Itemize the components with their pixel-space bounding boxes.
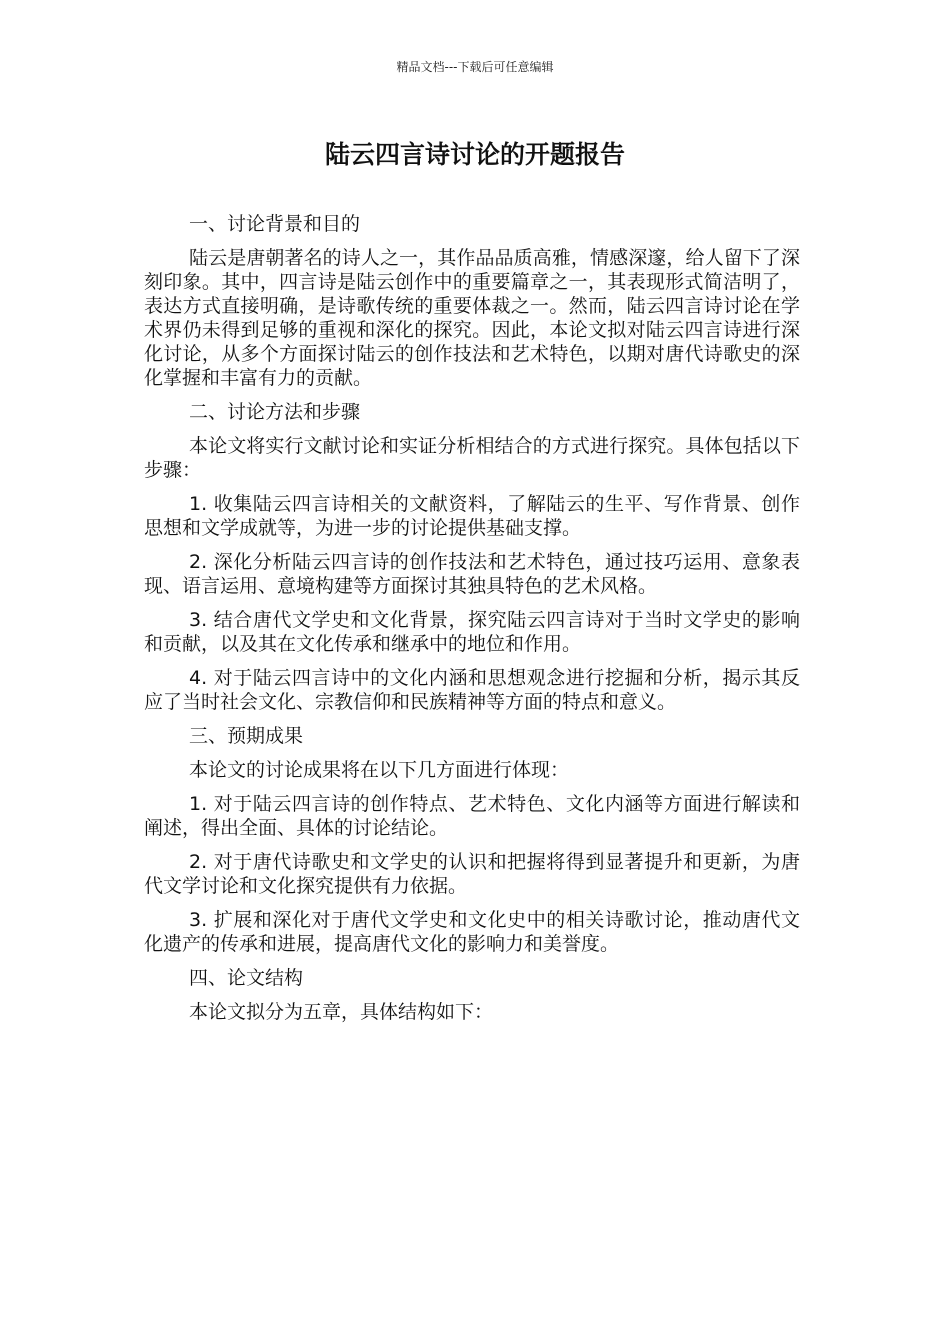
list-item-method-4: 4. 对于陆云四言诗中的文化内涵和思想观念进行挖掘和分析，揭示其反应了当时社会文化、宗教信仰和民族精神等方面的特点和意义。 bbox=[144, 667, 800, 713]
section-heading-outcomes: 三、预期成果 bbox=[189, 725, 304, 747]
paragraph-outcomes-intro: 本论文的讨论成果将在以下几方面进行体现： bbox=[189, 759, 570, 781]
document-title: 陆云四言诗讨论的开题报告 bbox=[324, 140, 625, 169]
paragraph-methods-intro: 本论文将实行文献讨论和实证分析相结合的方式进行探究。具体包括以下步骤： bbox=[144, 435, 800, 481]
list-item-outcome-2: 2. 对于唐代诗歌史和文学史的认识和把握将得到显著提升和更新，为唐代文学讨论和文化探究提供有力依据。 bbox=[144, 851, 800, 897]
page-header-note: 精品文档---下载后可任意编辑 bbox=[396, 60, 554, 74]
list-item-method-3: 3. 结合唐代文学史和文化背景，探究陆云四言诗对于当时文学史的影响和贡献，以及其在文化传承和继承中的地位和作用。 bbox=[144, 609, 800, 655]
list-item-method-2: 2. 深化分析陆云四言诗的创作技法和艺术特色，通过技巧运用、意象表现、语言运用、意境构建等方面探讨其独具特色的艺术风格。 bbox=[144, 551, 800, 597]
section-heading-methods: 二、讨论方法和步骤 bbox=[189, 401, 361, 423]
list-item-outcome-1: 1. 对于陆云四言诗的创作特点、艺术特色、文化内涵等方面进行解读和阐述，得出全面、具体的讨论结论。 bbox=[144, 793, 800, 839]
paragraph-structure-intro: 本论文拟分为五章，具体结构如下： bbox=[189, 1001, 494, 1023]
document-body bbox=[144, 212, 800, 1034]
section-heading-structure: 四、论文结构 bbox=[189, 967, 304, 989]
paragraph-background: 陆云是唐朝著名的诗人之一，其作品品质高雅，情感深邃，给人留下了深刻印象。其中，四言诗是陆云创作中的重要篇章之一，其表现形式简洁明了，表达方式直接明确，是诗歌传统的重要体裁之一。然而，陆云四言诗讨论在学术界仍未得到足够的重视和深化的探究。因此，本论文拟对陆云四言诗进行深化讨论，从多个方面探讨陆云的创作技法和艺术特色，以期对唐代诗歌史的深化掌握和丰富有力的贡献。 bbox=[144, 247, 800, 389]
list-item-method-1: 1. 收集陆云四言诗相关的文献资料，了解陆云的生平、写作背景、创作思想和文学成就等，为进一步的讨论提供基础支撑。 bbox=[144, 493, 800, 539]
section-heading-background: 一、讨论背景和目的 bbox=[189, 213, 361, 235]
list-item-outcome-3: 3. 扩展和深化对于唐代文学史和文化史中的相关诗歌讨论，推动唐代文化遗产的传承和进展，提高唐代文化的影响力和美誉度。 bbox=[144, 909, 800, 955]
